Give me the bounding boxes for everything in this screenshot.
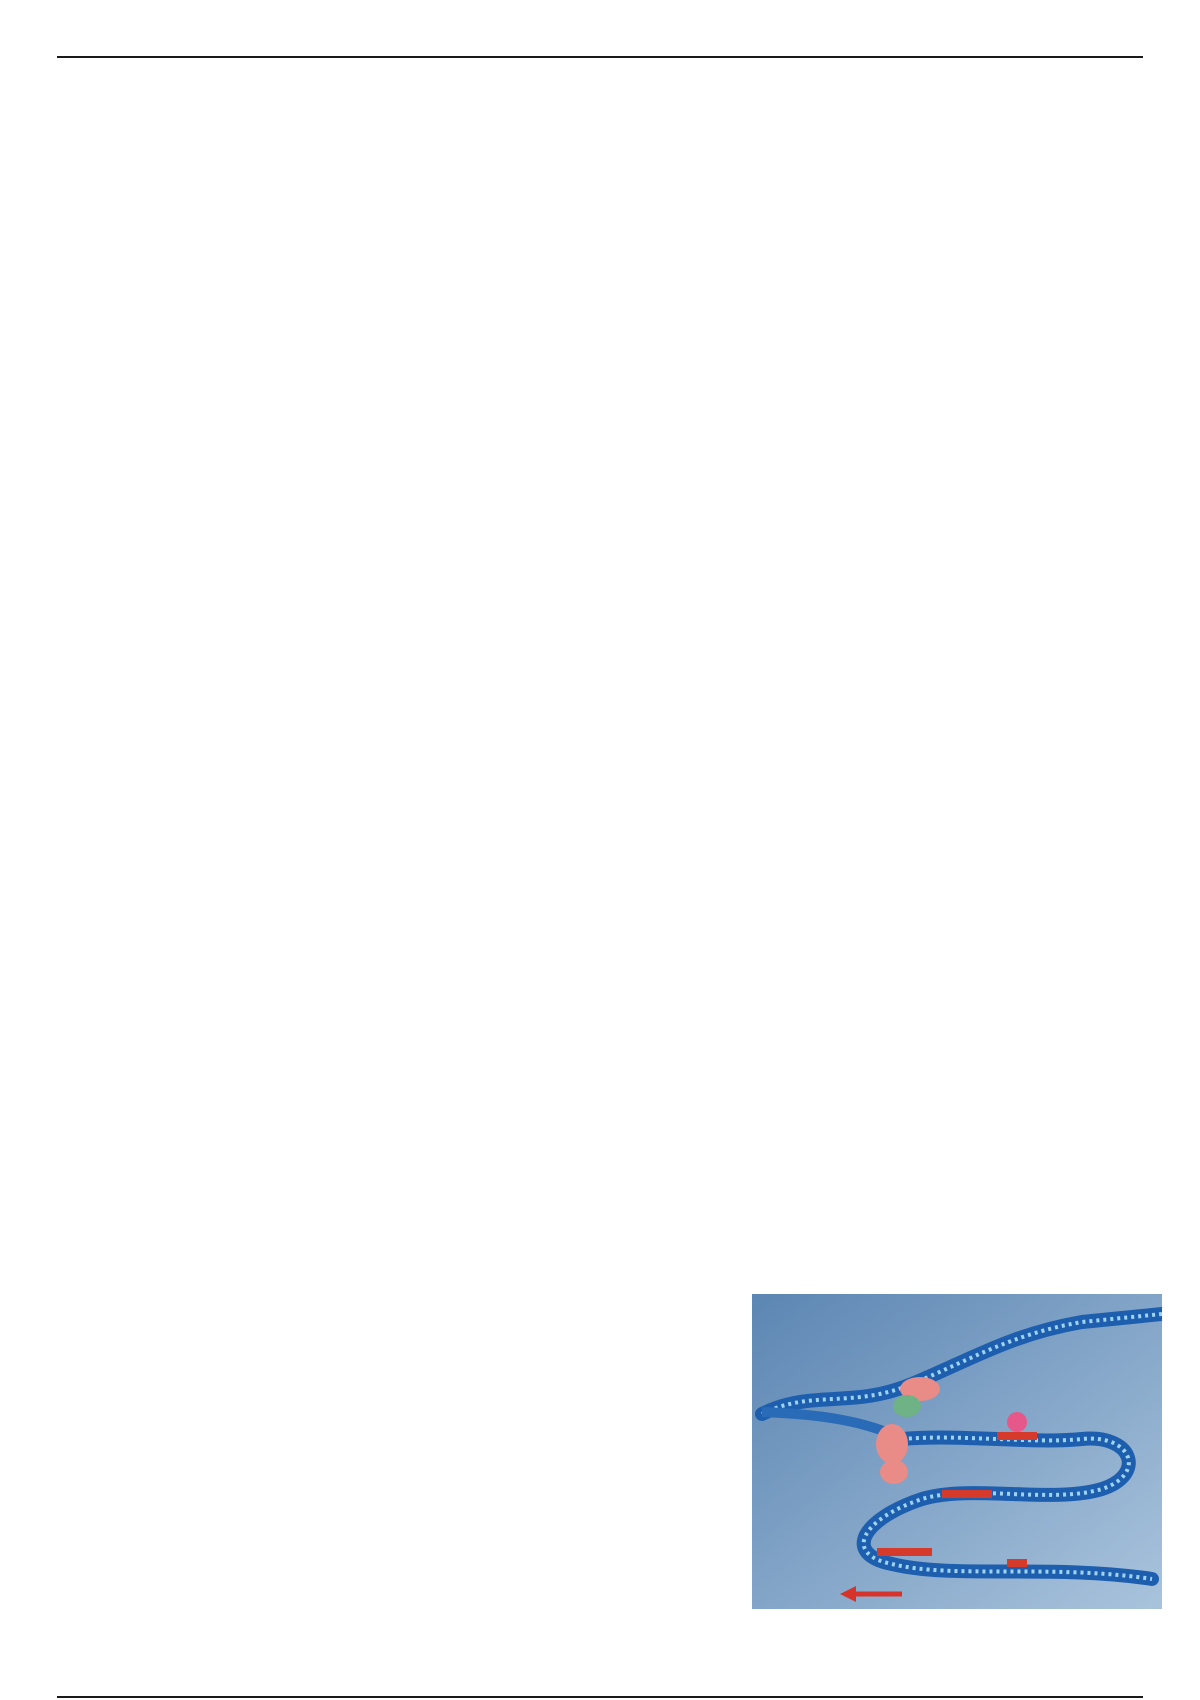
primer-shape [1007,1559,1027,1567]
top-rule [57,56,1143,58]
dna-replication-diagram [752,1294,1162,1609]
connecting-protein-shape [893,1395,921,1417]
primer-shape [942,1490,992,1498]
primer-shape [997,1432,1037,1440]
protein-pink-shape [1007,1412,1027,1432]
helicase-shape [876,1424,908,1464]
bottom-rule [57,1696,1143,1698]
primer-shape [877,1548,932,1556]
figure-background [752,1294,1162,1609]
dna-pol-left-shape [880,1460,908,1484]
dna-replication-figure [752,1294,1162,1609]
